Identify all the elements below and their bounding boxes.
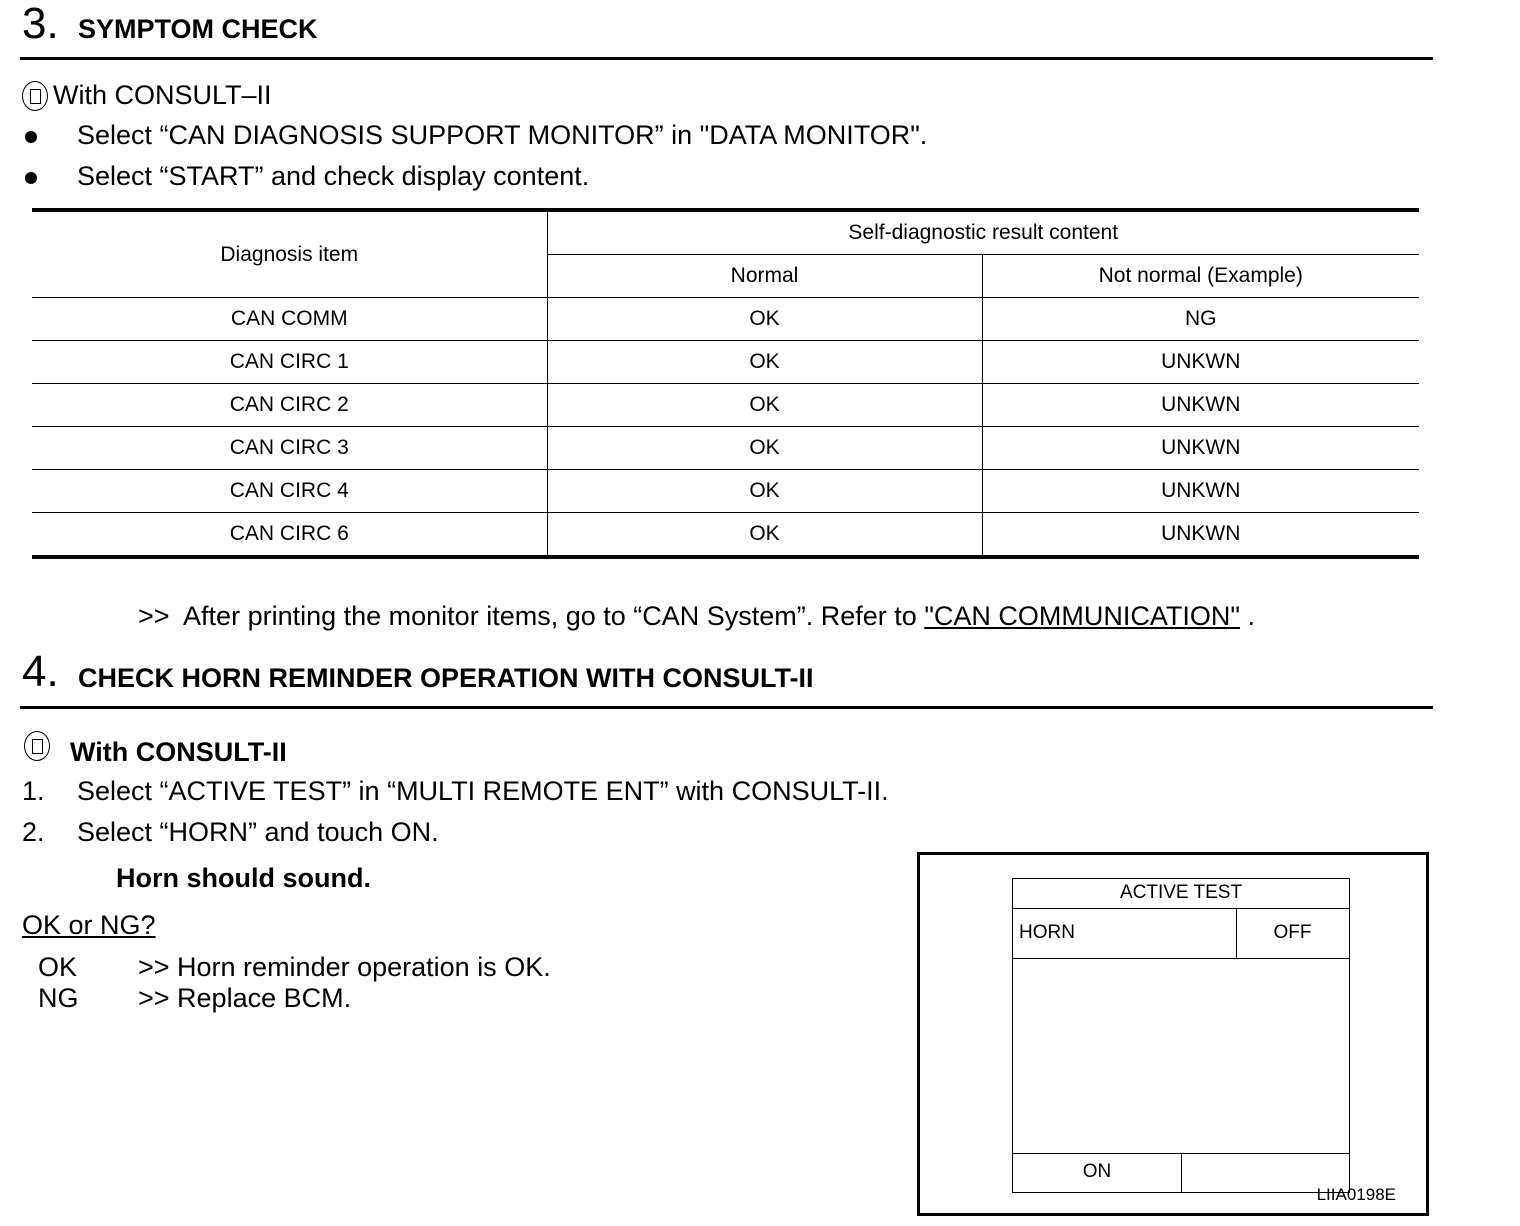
can-diagnosis-table bbox=[32, 208, 1419, 559]
cell-normal: OK bbox=[547, 298, 982, 341]
consult-icon bbox=[22, 81, 48, 111]
step3-bullet-1: Select “CAN DIAGNOSIS SUPPORT MONITOR” in "DATA MONITOR". bbox=[77, 120, 928, 150]
result-ng-label: NG bbox=[38, 983, 79, 1013]
col-header-diagnosis-item: Diagnosis item bbox=[32, 210, 547, 298]
step4-divider bbox=[20, 706, 1433, 709]
table-row bbox=[32, 384, 1419, 427]
result-ok-text: >> Horn reminder operation is OK. bbox=[138, 952, 551, 982]
horn-row bbox=[1013, 909, 1349, 959]
cell-not-normal: NG bbox=[982, 298, 1419, 341]
expected-result: Horn should sound. bbox=[116, 863, 371, 893]
cell-not-normal: UNKWN bbox=[982, 341, 1419, 384]
cell-normal: OK bbox=[547, 427, 982, 470]
step4-step-1-num: 1. bbox=[22, 776, 45, 806]
bullet-icon bbox=[25, 131, 37, 143]
step3-next-action bbox=[138, 601, 1255, 631]
horn-state: OFF bbox=[1273, 922, 1312, 943]
step3-title: SYMPTOM CHECK bbox=[78, 14, 318, 44]
cell-normal: OK bbox=[547, 384, 982, 427]
active-test-screen bbox=[1012, 878, 1350, 1193]
step3-divider bbox=[20, 57, 1433, 60]
col-header-not-normal: Not normal (Example) bbox=[982, 255, 1419, 298]
screen-title-text: ACTIVE TEST bbox=[1119, 882, 1243, 903]
table-header-row bbox=[32, 210, 1419, 255]
cell-not-normal: UNKWN bbox=[982, 384, 1419, 427]
can-communication-link[interactable]: "CAN COMMUNICATION" bbox=[924, 601, 1240, 631]
table-row bbox=[32, 427, 1419, 470]
step3-consult-label: With CONSULT–II bbox=[53, 80, 272, 110]
cell-item: CAN CIRC 6 bbox=[32, 513, 547, 558]
bullet-icon bbox=[25, 172, 37, 184]
step3-bullet-2: Select “START” and check display content. bbox=[77, 161, 590, 191]
cell-not-normal: UNKWN bbox=[982, 470, 1419, 513]
step4-title: CHECK HORN REMINDER OPERATION WITH CONSULT-II bbox=[78, 663, 814, 693]
next-action-text: >> After printing the monitor items, go to “CAN System”. Refer to bbox=[138, 601, 925, 631]
result-ok-label: OK bbox=[38, 952, 78, 982]
consult-screen-figure bbox=[917, 852, 1429, 1216]
cell-item: CAN CIRC 1 bbox=[32, 341, 547, 384]
cell-item: CAN CIRC 3 bbox=[32, 427, 547, 470]
next-action-suffix: . bbox=[1239, 601, 1255, 631]
cell-normal: OK bbox=[547, 513, 982, 558]
table-row bbox=[32, 341, 1419, 384]
table-row bbox=[32, 298, 1419, 341]
step4-step-1: Select “ACTIVE TEST” in “MULTI REMOTE ENT” with CONSULT-II. bbox=[77, 776, 889, 806]
cell-not-normal: UNKWN bbox=[982, 427, 1419, 470]
cell-item: CAN COMM bbox=[32, 298, 547, 341]
step3-number: 3. bbox=[22, 0, 59, 48]
figure-id: LIIA0198E bbox=[1316, 1185, 1396, 1204]
col-header-normal: Normal bbox=[547, 255, 982, 298]
screen-title bbox=[1013, 879, 1349, 909]
cell-normal: OK bbox=[547, 341, 982, 384]
table-row bbox=[32, 513, 1419, 558]
col-header-self-diagnostic: Self-diagnostic result content bbox=[547, 210, 1419, 255]
ok-ng-question: OK or NG? bbox=[22, 910, 156, 940]
result-ng-text: >> Replace BCM. bbox=[138, 983, 352, 1013]
step4-consult-label: With CONSULT-II bbox=[70, 737, 287, 767]
step4-step-2-num: 2. bbox=[22, 817, 45, 847]
cell-item: CAN CIRC 2 bbox=[32, 384, 547, 427]
on-button[interactable]: ON bbox=[1082, 1161, 1112, 1182]
cell-normal: OK bbox=[547, 470, 982, 513]
button-divider bbox=[1181, 1154, 1182, 1192]
step4-step-2: Select “HORN” and touch ON. bbox=[77, 817, 439, 847]
screen-button-bar bbox=[1013, 1153, 1349, 1192]
cell-not-normal: UNKWN bbox=[982, 513, 1419, 558]
table-row bbox=[32, 470, 1419, 513]
cell-item: CAN CIRC 4 bbox=[32, 470, 547, 513]
consult-icon bbox=[24, 731, 50, 761]
step4-number: 4. bbox=[22, 647, 59, 696]
horn-item-label: HORN bbox=[1019, 922, 1075, 943]
